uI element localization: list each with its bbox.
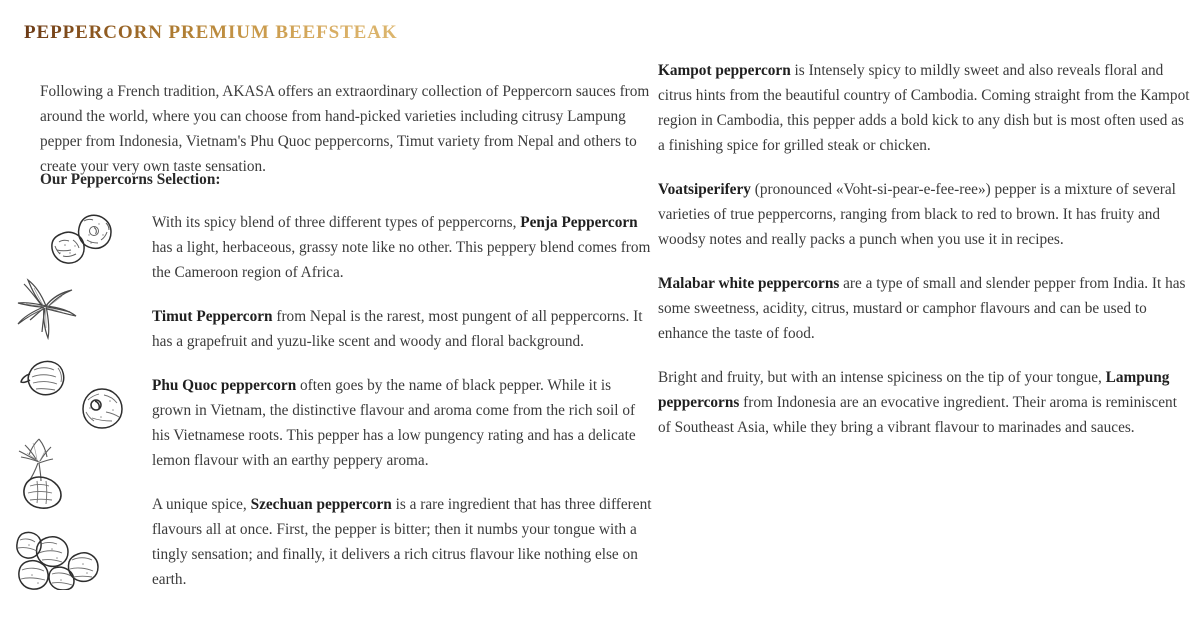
item-description: is a rare ingredient that has three different flavours all at once. First, the pepper is bitter; then it numbs your tongue with a tingly sensation; and finally, it delivers a rich citrus flavour like nothing else on earth. <box>152 496 652 588</box>
list-item <box>658 365 1193 440</box>
item-lead-text: Bright and fruity, but with an intense spiciness on the tip of your tongue, <box>658 369 1106 386</box>
left-column <box>0 58 655 630</box>
item-lead-text: With its spicy blend of three different types of peppercorns, <box>152 214 521 231</box>
item-lead-text: A unique spice, <box>152 496 251 513</box>
section-heading-selection: Our Peppercorns Selection: <box>40 171 221 188</box>
list-item <box>152 492 654 592</box>
item-name: Penja Peppercorn <box>520 214 638 231</box>
item-description: is Intensely spicy to mildly sweet and also reveals floral and citrus hints from the beautiful country of Cambodia. Coming straight from the Kampot region in Cambodia, this pepper adds a bold kick to any dish but is most often used as a finishing spice for grilled steak or chicken. <box>658 62 1190 154</box>
item-description: from Nepal is the rarest, most pungent of all peppercorns. It has a grapefruit and yuzu-like scent and woody and floral background. <box>152 308 643 350</box>
item-name: Voatsiperifery <box>658 181 751 198</box>
item-description: from Indonesia are an evocative ingredient. Their aroma is reminiscent of Southeast Asia, while they bring a vibrant flavour to marinades and sauces. <box>658 394 1177 436</box>
list-item <box>658 271 1193 346</box>
item-name: Kampot peppercorn <box>658 62 791 79</box>
list-item <box>152 210 654 285</box>
list-item <box>658 58 1193 158</box>
list-item <box>152 373 654 473</box>
list-item <box>152 304 654 354</box>
item-name: Malabar white peppercorns <box>658 275 840 292</box>
list-item <box>658 177 1193 252</box>
item-description: are a type of small and slender pepper from India. It has some sweetness, acidity, citrus, mustard or camphor flavours and can be used to enhance the taste of food. <box>658 275 1186 342</box>
item-description: often goes by the name of black pepper. While it is grown in Vietnam, the distinctive flavour and aroma come from the rich soil of his Vietnamese roots. This pepper has a low pungency rating and has a delicate lemon flavour with an earthy peppery aroma. <box>152 377 636 469</box>
item-description: (pronounced «Voht-si-pear-e-fee-ree») pepper is a mixture of several varieties of true peppercorns, ranging from black to red to brown. It has fruity and woodsy notes and really packs a punch when you use it in recipes. <box>658 181 1176 248</box>
right-column <box>658 58 1200 630</box>
intro-paragraph: Following a French tradition, AKASA offers an extraordinary collection of Peppercorn sauces from around the world, where you can choose from hand-picked varieties including citrusy Lampung pepper from Indonesia, Vietnam's Phu Quoc peppercorns, Timut variety from Nepal and others to create your very own taste sensation. <box>40 83 650 176</box>
page-title: PEPPERCORN PREMIUM BEEFSTEAK <box>24 22 398 43</box>
item-description: has a light, herbaceous, grassy note like no other. This peppery blend comes from the Cameroon region of Africa. <box>152 239 651 281</box>
item-name: Lampung peppercorns <box>658 369 1170 411</box>
item-name: Szechuan peppercorn <box>250 496 392 513</box>
item-name: Timut Peppercorn <box>152 308 273 325</box>
item-name: Phu Quoc peppercorn <box>152 377 297 394</box>
peppercorn-item-list <box>152 210 654 592</box>
